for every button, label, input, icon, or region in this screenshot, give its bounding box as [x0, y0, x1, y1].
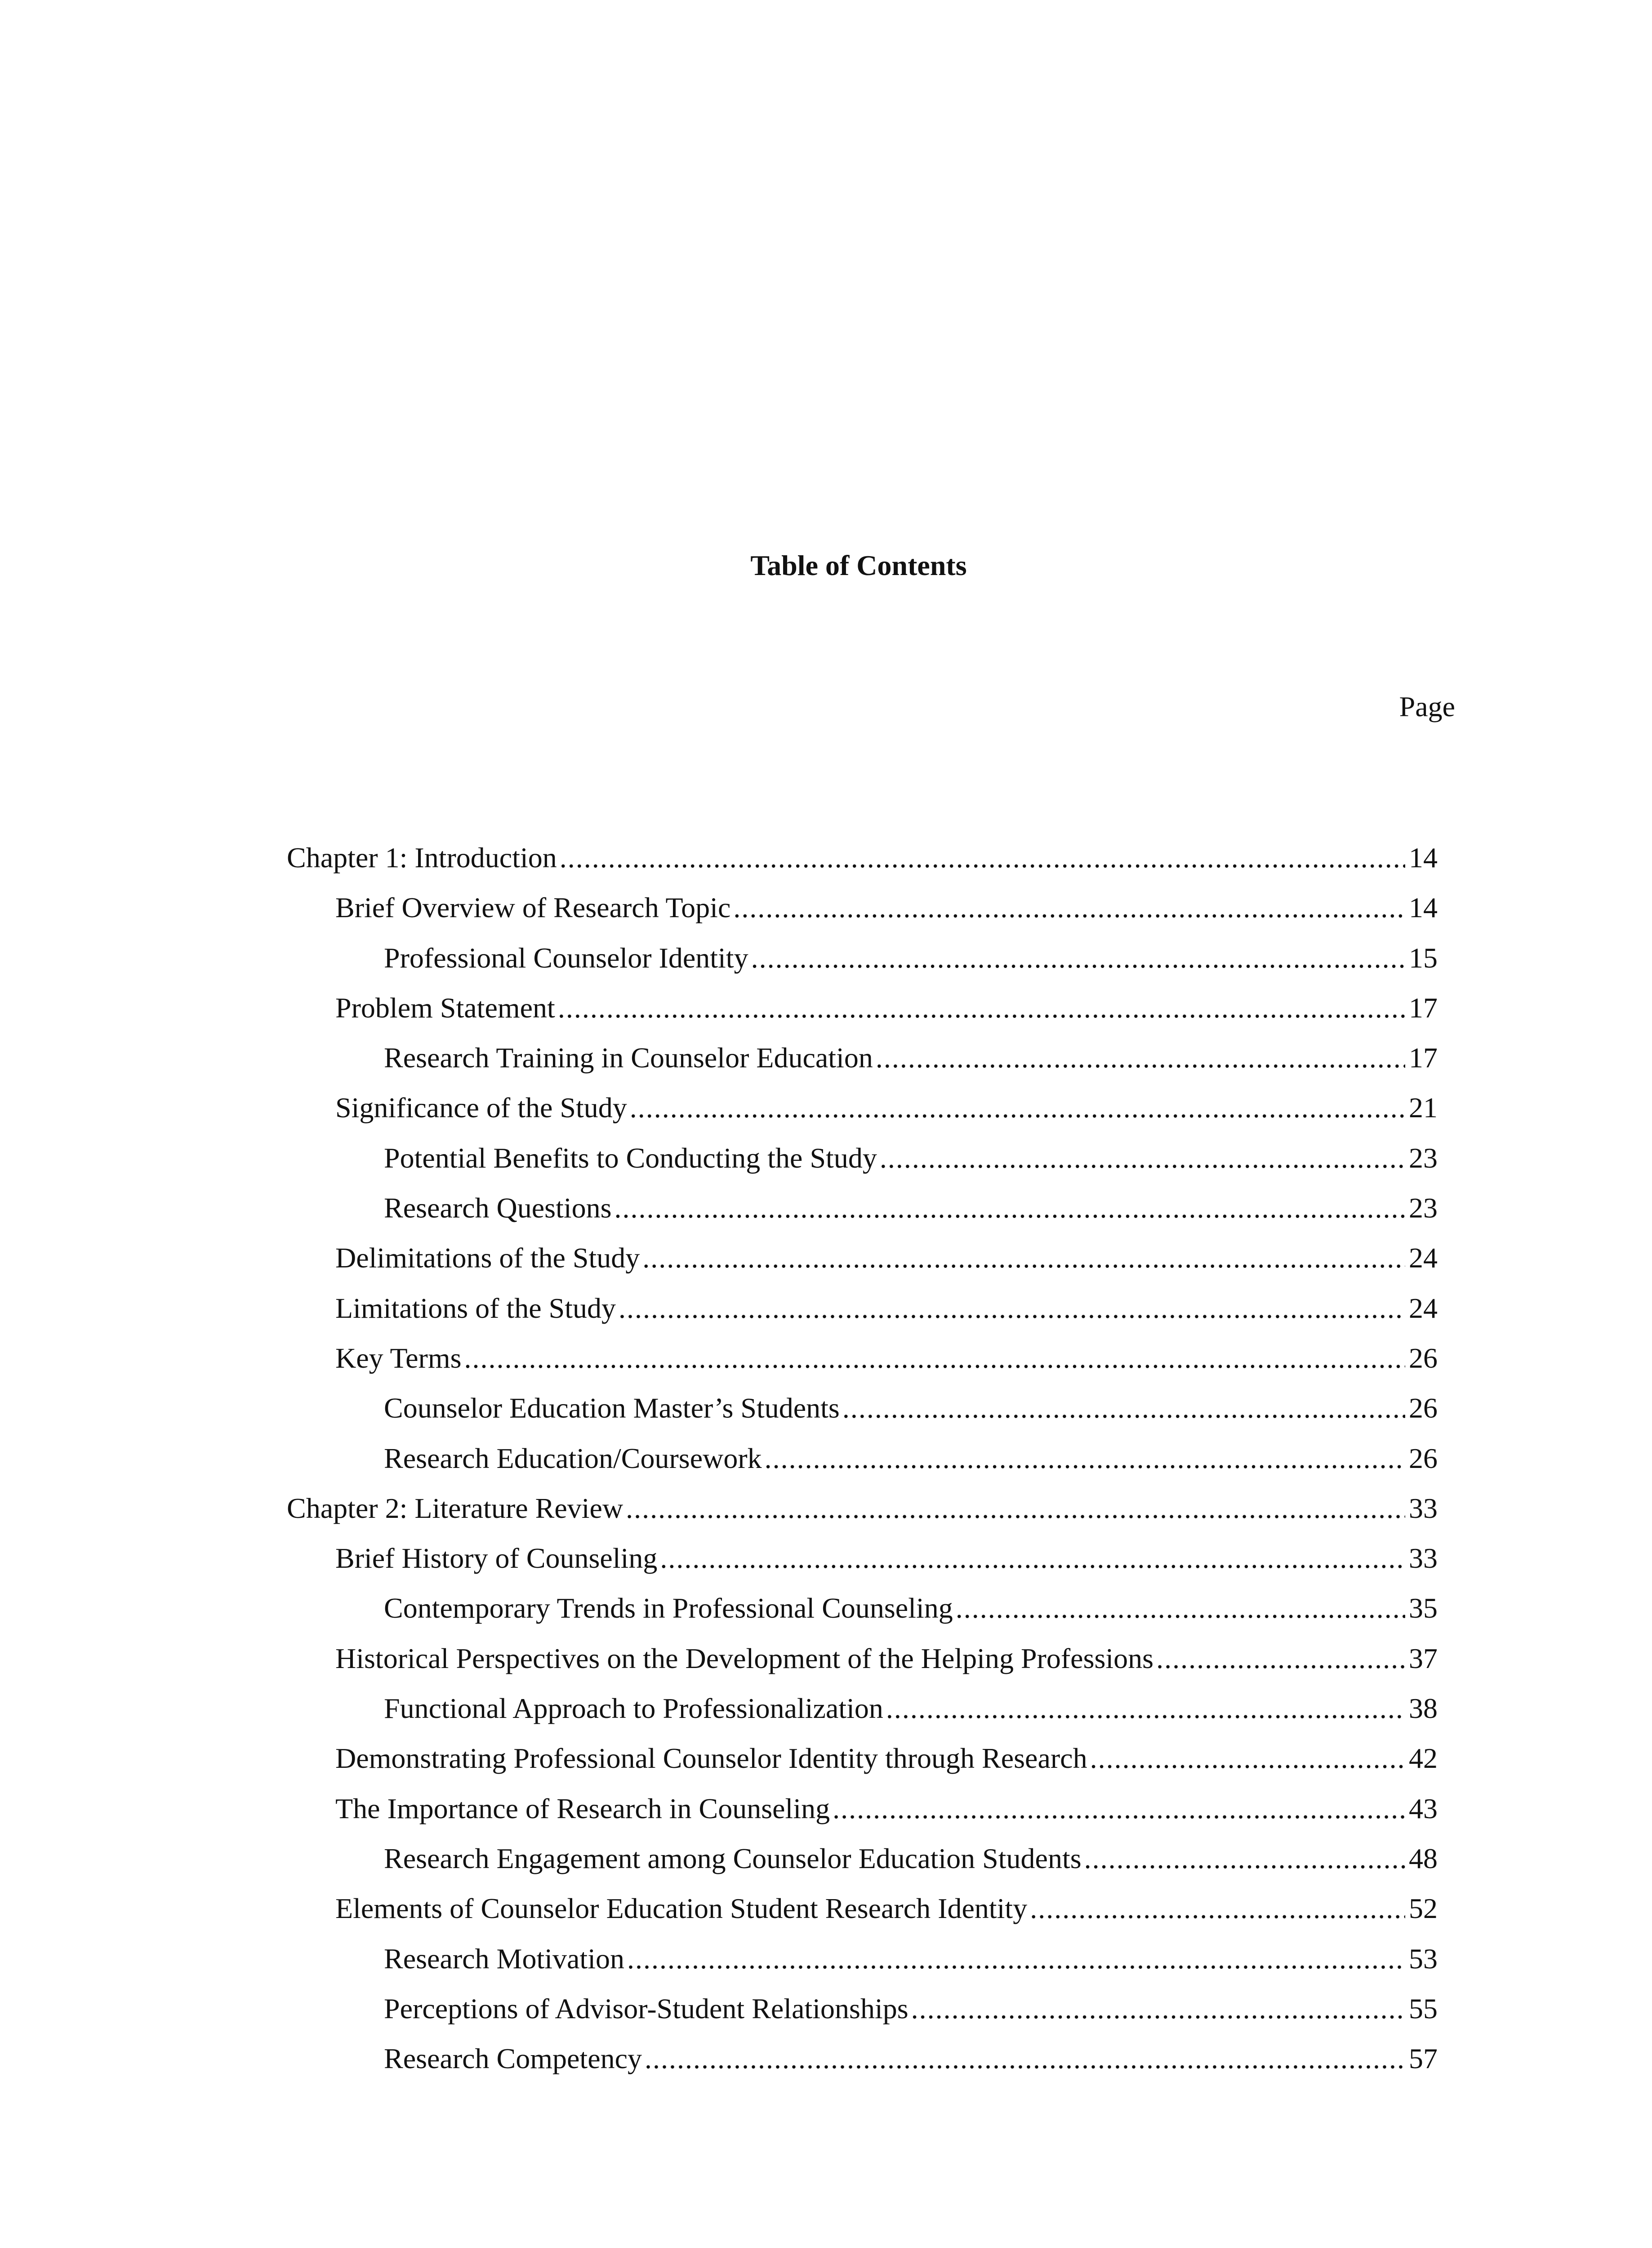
table-of-contents [287, 840, 1438, 2091]
toc-entry-page-number: 38 [1409, 1692, 1438, 1725]
toc-entry-title: Contemporary Trends in Professional Counseling [384, 1592, 953, 1624]
toc-entry[interactable] [287, 1390, 1438, 1440]
toc-entry-page-number: 42 [1409, 1742, 1438, 1775]
dot-leader [627, 1941, 1405, 1977]
toc-entry-title: Limitations of the Study [335, 1292, 616, 1324]
toc-entry[interactable] [287, 1140, 1438, 1190]
toc-entry[interactable] [287, 1441, 1438, 1490]
toc-entry-page-number: 43 [1409, 1792, 1438, 1824]
dot-leader [619, 1290, 1405, 1326]
toc-entry-page-number: 23 [1409, 1142, 1438, 1174]
dot-leader [911, 1991, 1405, 2027]
dot-leader [630, 1090, 1405, 1126]
toc-entry-title: Research Training in Counselor Education [384, 1042, 873, 1074]
dot-leader [660, 1540, 1405, 1576]
toc-entry-page-number: 33 [1409, 1542, 1438, 1574]
page-title: Table of Contents [750, 549, 967, 581]
dot-leader [956, 1590, 1405, 1626]
toc-entry-title: Potential Benefits to Conducting the Study [384, 1142, 877, 1174]
dot-leader [765, 1441, 1405, 1476]
dot-leader [560, 840, 1405, 876]
toc-entry[interactable] [287, 1190, 1438, 1240]
dot-leader [1090, 1740, 1405, 1776]
toc-entry[interactable] [287, 1040, 1438, 1090]
toc-entry-title: Counselor Education Master’s Students [384, 1392, 840, 1424]
toc-entry[interactable] [287, 990, 1438, 1040]
toc-entry[interactable] [287, 1090, 1438, 1140]
toc-entry-page-number: 48 [1409, 1842, 1438, 1874]
dot-leader [1156, 1641, 1405, 1677]
dot-leader [876, 1040, 1405, 1076]
toc-entry[interactable] [287, 1590, 1438, 1640]
toc-entry[interactable] [287, 1690, 1438, 1740]
toc-entry[interactable] [287, 1540, 1438, 1590]
toc-entry[interactable] [287, 2041, 1438, 2091]
toc-entry-title: Historical Perspectives on the Development of the Helping Professions [335, 1642, 1154, 1674]
dot-leader [833, 1791, 1405, 1827]
toc-entry-title: Demonstrating Professional Counselor Identity through Research [335, 1742, 1087, 1775]
toc-entry[interactable] [287, 1791, 1438, 1841]
toc-entry-page-number: 17 [1409, 991, 1438, 1024]
toc-entry[interactable] [287, 1340, 1438, 1390]
dot-leader [886, 1690, 1405, 1726]
toc-entry-title: Brief Overview of Research Topic [335, 892, 731, 924]
toc-entry-page-number: 33 [1409, 1492, 1438, 1524]
toc-entry-page-number: 35 [1409, 1592, 1438, 1624]
toc-entry[interactable] [287, 1490, 1438, 1540]
toc-entry[interactable] [287, 1991, 1438, 2041]
toc-entry-page-number: 14 [1409, 892, 1438, 924]
toc-entry[interactable] [287, 890, 1438, 940]
dot-leader [1084, 1841, 1405, 1877]
dot-leader [626, 1490, 1405, 1526]
toc-entry-title: Research Questions [384, 1192, 612, 1224]
page-column-label: Page [1399, 691, 1455, 723]
toc-entry[interactable] [287, 940, 1438, 990]
toc-entry-title: Research Motivation [384, 1942, 624, 1975]
toc-entry-title: Chapter 1: Introduction [287, 842, 557, 874]
toc-entry[interactable] [287, 840, 1438, 890]
toc-entry-title: Professional Counselor Identity [384, 941, 748, 974]
toc-entry-page-number: 14 [1409, 842, 1438, 874]
toc-entry-page-number: 26 [1409, 1442, 1438, 1474]
toc-entry[interactable] [287, 1891, 1438, 1940]
toc-entry-page-number: 26 [1409, 1342, 1438, 1374]
toc-entry-title: Delimitations of the Study [335, 1242, 640, 1274]
toc-entry-page-number: 15 [1409, 941, 1438, 974]
toc-entry-title: Key Terms [335, 1342, 462, 1374]
dot-leader [1030, 1891, 1405, 1927]
dot-leader [464, 1340, 1406, 1376]
dot-leader [842, 1390, 1405, 1426]
toc-entry-title: Elements of Counselor Education Student Research Identity [335, 1892, 1028, 1925]
dot-leader [645, 2041, 1405, 2077]
dot-leader [614, 1190, 1405, 1226]
toc-entry-title: Brief History of Counseling [335, 1542, 658, 1574]
dot-leader [733, 890, 1405, 926]
toc-entry[interactable] [287, 1641, 1438, 1690]
dot-leader [751, 940, 1405, 976]
toc-entry[interactable] [287, 1740, 1438, 1790]
toc-entry-title: Chapter 2: Literature Review [287, 1492, 623, 1524]
toc-entry-page-number: 57 [1409, 2043, 1438, 2075]
dot-leader [558, 990, 1405, 1026]
toc-entry-page-number: 37 [1409, 1642, 1438, 1674]
dot-leader [642, 1240, 1405, 1276]
toc-entry-title: Problem Statement [335, 991, 555, 1024]
toc-entry-page-number: 17 [1409, 1042, 1438, 1074]
toc-entry-title: Research Education/Coursework [384, 1442, 762, 1474]
toc-entry-title: Functional Approach to Professionalization [384, 1692, 883, 1725]
toc-entry-title: Perceptions of Advisor-Student Relationships [384, 1992, 908, 2025]
toc-entry[interactable] [287, 1290, 1438, 1340]
toc-entry-page-number: 24 [1409, 1242, 1438, 1274]
dot-leader [880, 1140, 1405, 1176]
toc-entry-page-number: 53 [1409, 1942, 1438, 1975]
toc-entry-title: Significance of the Study [335, 1092, 627, 1124]
toc-entry-title: Research Engagement among Counselor Education Students [384, 1842, 1082, 1874]
toc-entry-page-number: 26 [1409, 1392, 1438, 1424]
toc-entry[interactable] [287, 1941, 1438, 1991]
toc-entry-page-number: 23 [1409, 1192, 1438, 1224]
toc-entry-title: Research Competency [384, 2043, 642, 2075]
toc-entry-page-number: 24 [1409, 1292, 1438, 1324]
toc-entry-page-number: 21 [1409, 1092, 1438, 1124]
toc-entry-page-number: 52 [1409, 1892, 1438, 1925]
toc-entry-page-number: 55 [1409, 1992, 1438, 2025]
toc-entry-title: The Importance of Research in Counseling [335, 1792, 830, 1824]
toc-entry[interactable] [287, 1240, 1438, 1290]
toc-entry[interactable] [287, 1841, 1438, 1891]
